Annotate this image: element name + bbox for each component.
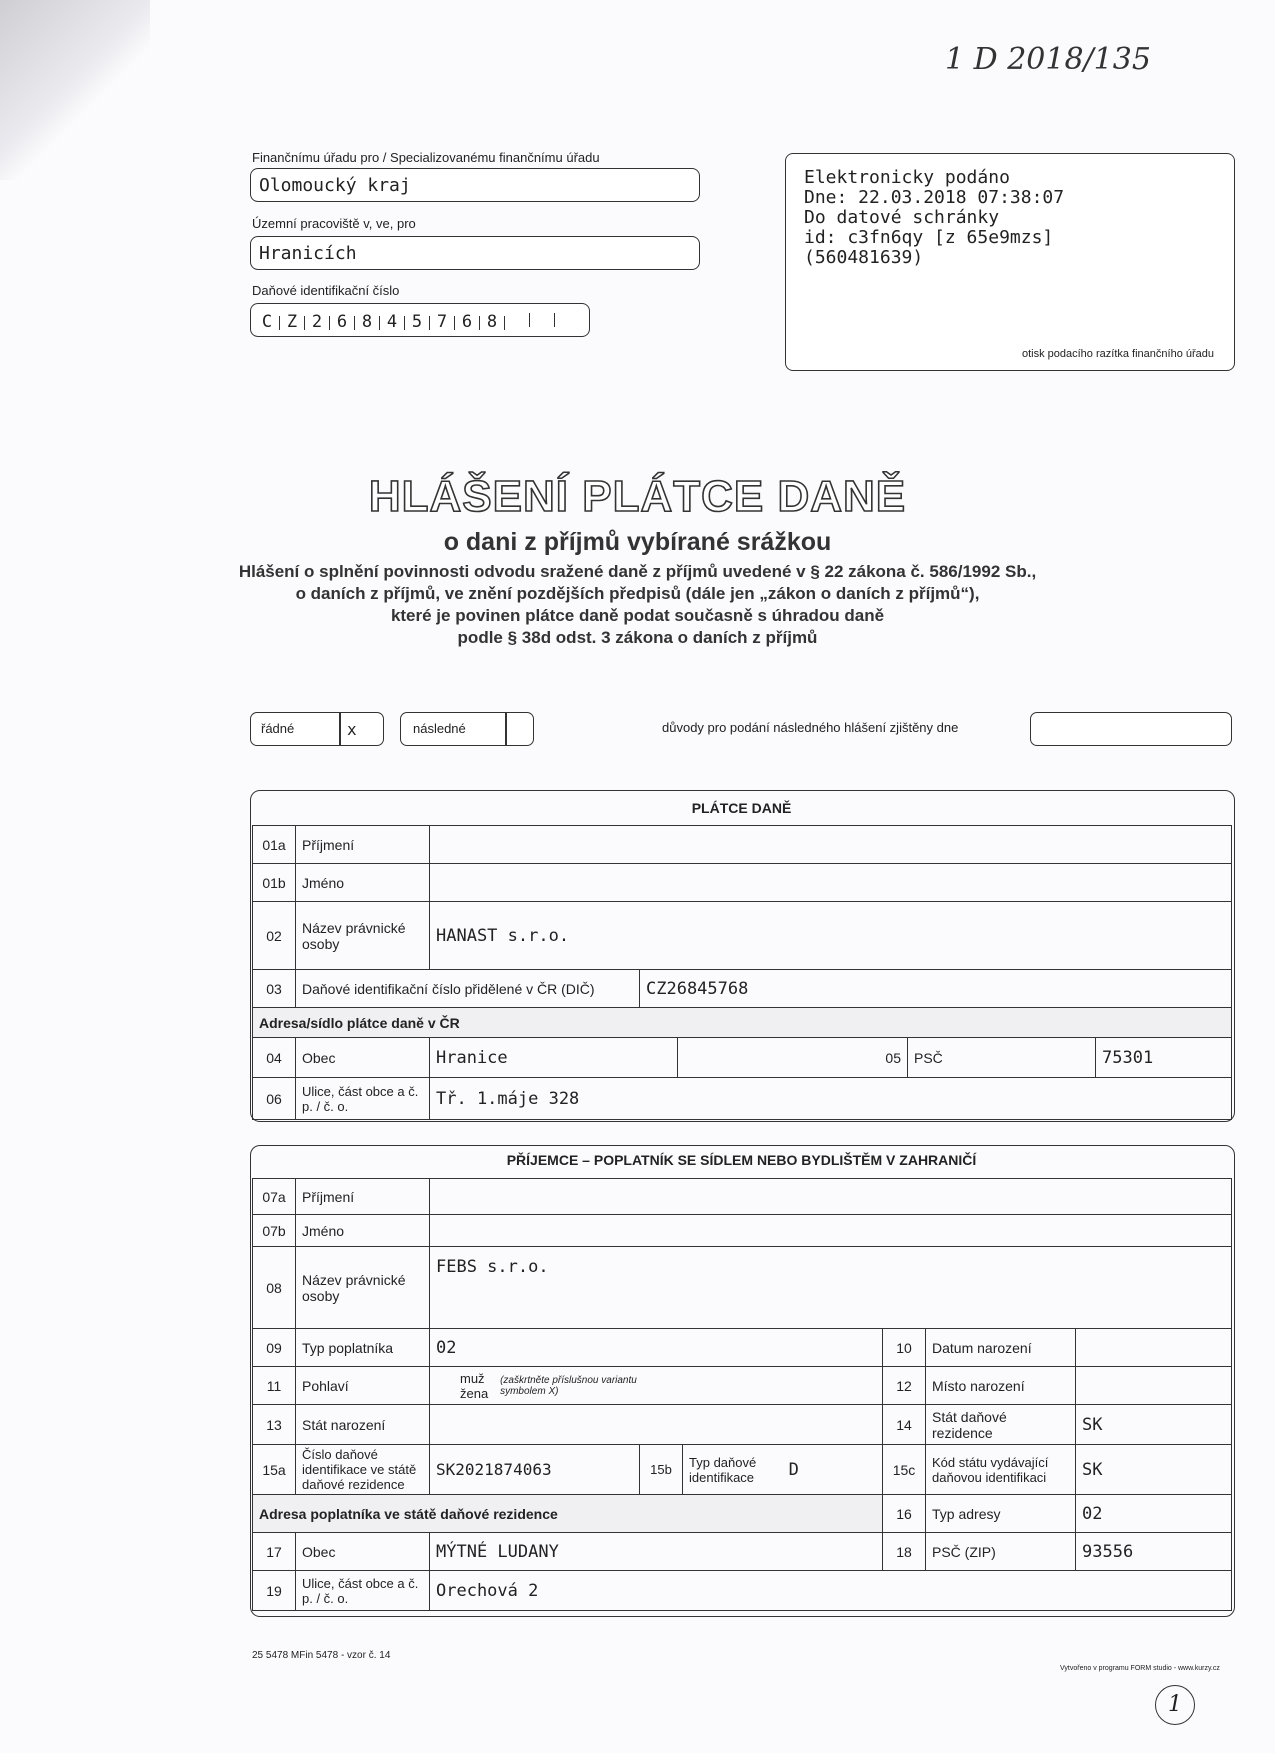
row-num: 07a xyxy=(253,1179,296,1215)
dic-char-cell[interactable]: 6 xyxy=(455,316,480,330)
row-num: 18 xyxy=(883,1533,926,1571)
stamp-line-2: Dne: 22.03.2018 07:38:07 xyxy=(804,187,1065,208)
recipient-table xyxy=(252,1178,1232,1611)
row-label: Typ adresy xyxy=(926,1495,1076,1533)
row-label: Datum narození xyxy=(926,1329,1076,1367)
page-number: 1 xyxy=(1155,1685,1195,1725)
row-num: 08 xyxy=(253,1247,296,1329)
stamp-line-1: Elektronicky podáno xyxy=(804,167,1010,188)
followup-reason-label: důvody pro podání následného hlášení zjištěny dne xyxy=(662,720,959,735)
folded-corner xyxy=(0,0,150,180)
recipient-company-field[interactable]: FEBS s.r.o. xyxy=(430,1247,1232,1329)
row-label: Daňové identifikační číslo přidělené v ČR (DIČ) xyxy=(296,970,640,1008)
row-label: Jméno xyxy=(296,864,430,902)
row-label: Příjmení xyxy=(296,1179,430,1215)
recipient-surname-field[interactable] xyxy=(430,1179,1232,1215)
dic-char-cell[interactable]: 8 xyxy=(355,316,380,330)
row-label: Místo narození xyxy=(926,1367,1076,1405)
recipient-tin-type-cell[interactable] xyxy=(683,1445,883,1495)
row-label: Stát daňové rezidence xyxy=(926,1405,1076,1445)
recipient-birthdate-field[interactable] xyxy=(1076,1329,1232,1367)
row-label: PSČ xyxy=(908,1038,1096,1078)
followup-filing-label: následné xyxy=(413,721,466,736)
row-label: Obec xyxy=(296,1533,430,1571)
recipient-address-header: Adresa poplatníka ve státě daňové rezidence xyxy=(253,1495,883,1533)
dic-char-cell[interactable]: 6 xyxy=(330,316,355,330)
dic-char-cell[interactable]: 8 xyxy=(480,316,505,330)
row-num: 12 xyxy=(883,1367,926,1405)
row-label: Pohlaví xyxy=(296,1367,430,1405)
row-num: 03 xyxy=(253,970,296,1008)
recipient-tin-type-field[interactable]: D xyxy=(788,1459,799,1480)
regular-filing-label: řádné xyxy=(261,721,295,736)
payer-table xyxy=(252,825,1232,1120)
form-desc-3: které je povinen plátce daně podat současně s úhradou daně xyxy=(390,606,885,625)
payer-street-field[interactable]: Tř. 1.máje 328 xyxy=(430,1078,1232,1120)
row-num: 05 xyxy=(678,1038,908,1078)
row-num: 15b xyxy=(640,1445,683,1495)
payer-dic-field[interactable]: CZ26845768 xyxy=(640,970,1232,1008)
regular-filing-checkbox[interactable] xyxy=(250,712,384,746)
branch-label: Územní pracoviště v, ve, pro xyxy=(252,216,416,231)
row-num: 01a xyxy=(253,826,296,864)
gender-male-option[interactable]: muž xyxy=(460,1370,485,1386)
row-num: 14 xyxy=(883,1405,926,1445)
dic-char-cell[interactable]: 4 xyxy=(380,316,405,330)
handwritten-reference: 1 D 2018/135 xyxy=(945,42,1151,77)
dic-char-cell[interactable]: 2 xyxy=(305,316,330,330)
recipient-gender-field[interactable] xyxy=(430,1367,883,1405)
stamp-line-3: Do datové schránky xyxy=(804,207,1000,228)
dic-char-cell[interactable] xyxy=(505,313,530,327)
row-label: Název právnické osoby xyxy=(296,902,430,970)
payer-zip-field[interactable]: 75301 xyxy=(1096,1038,1232,1078)
regular-filing-mark: x xyxy=(347,720,357,739)
dic-char-cell[interactable]: 5 xyxy=(405,316,430,330)
form-desc-4: podle § 38d odst. 3 zákona o daních z příjmů xyxy=(457,628,818,647)
row-num: 09 xyxy=(253,1329,296,1367)
payer-surname-field[interactable] xyxy=(430,826,1232,864)
form-title: HLÁŠENÍ PLÁTCE DANĚ xyxy=(368,472,907,521)
dic-field[interactable] xyxy=(250,303,590,337)
dic-char-cell[interactable]: Z xyxy=(280,316,305,330)
row-num: 13 xyxy=(253,1405,296,1445)
recipient-city-field[interactable]: MÝTNÉ LUDANY xyxy=(430,1533,883,1571)
recipient-zip-field[interactable]: 93556 xyxy=(1076,1533,1232,1571)
row-num: 04 xyxy=(253,1038,296,1078)
dic-label: Daňové identifikační číslo xyxy=(252,283,400,298)
row-num: 15c xyxy=(883,1445,926,1495)
form-code: 25 5478 MFin 5478 - vzor č. 14 xyxy=(252,1650,391,1661)
recipient-type-field[interactable]: 02 xyxy=(430,1329,883,1367)
recipient-residence-country-field[interactable]: SK xyxy=(1076,1405,1232,1445)
recipient-address-type-field[interactable]: 02 xyxy=(1076,1495,1232,1533)
row-label: Číslo daňové identifikace ve státě daňové rezidence xyxy=(296,1445,430,1495)
row-num: 19 xyxy=(253,1571,296,1611)
stamp-line-4: id: c3fn6qy [z 65e9mzs] xyxy=(804,227,1054,248)
row-num: 15a xyxy=(253,1445,296,1495)
branch-field[interactable]: Hranicích xyxy=(250,236,700,270)
row-label: PSČ (ZIP) xyxy=(926,1533,1076,1571)
followup-filing-checkbox[interactable] xyxy=(400,712,534,746)
row-label: Název právnické osoby xyxy=(296,1247,430,1329)
followup-date-field[interactable] xyxy=(1030,712,1232,746)
filing-stamp-box xyxy=(785,153,1235,371)
row-num: 01b xyxy=(253,864,296,902)
row-label: Typ poplatníka xyxy=(296,1329,430,1367)
form-desc-2: o daních z příjmů, ve znění pozdějších předpisů (dále jen „zákon o daních z příjmů“), xyxy=(295,584,980,603)
dic-char-cell[interactable]: C xyxy=(255,316,280,330)
row-label: Stát narození xyxy=(296,1405,430,1445)
dic-char-cell[interactable]: 7 xyxy=(430,316,455,330)
recipient-street-field[interactable]: Orechová 2 xyxy=(430,1571,1232,1611)
office-field[interactable]: Olomoucký kraj xyxy=(250,168,700,202)
gender-hint: (zaškrtněte příslušnou variantu symbolem X) xyxy=(500,1374,637,1397)
recipient-birthplace-field[interactable] xyxy=(1076,1367,1232,1405)
stamp-line-5: (560481639) xyxy=(804,247,924,268)
form-subtitle: o dani z příjmů vybírané srážkou xyxy=(443,528,832,556)
row-num: 07b xyxy=(253,1215,296,1247)
created-by: Vytvořeno v programu FORM studio - www.kurzy.cz xyxy=(1060,1665,1220,1672)
payer-firstname-field[interactable] xyxy=(430,864,1232,902)
row-num: 17 xyxy=(253,1533,296,1571)
row-label: Kód státu vydávající daňovou identifikaci xyxy=(926,1445,1076,1495)
row-num: 06 xyxy=(253,1078,296,1120)
recipient-tin-country-field[interactable]: SK xyxy=(1076,1445,1232,1495)
recipient-tin-field[interactable]: SK2021874063 xyxy=(430,1445,640,1495)
stamp-caption: otisk podacího razítka finančního úřadu xyxy=(1021,348,1214,360)
row-num: 02 xyxy=(253,902,296,970)
recipient-birth-country-field[interactable] xyxy=(430,1405,883,1445)
row-num: 16 xyxy=(883,1495,926,1533)
row-label: Typ daňové identifikace xyxy=(689,1454,757,1485)
payer-company-field[interactable]: HANAST s.r.o. xyxy=(430,902,1232,970)
row-num: 10 xyxy=(883,1329,926,1367)
row-num: 11 xyxy=(253,1367,296,1405)
gender-female-option[interactable]: žena xyxy=(460,1385,489,1401)
dic-char-cell[interactable] xyxy=(530,313,555,327)
row-label: Příjmení xyxy=(296,826,430,864)
payer-city-field[interactable]: Hranice xyxy=(430,1038,678,1078)
form-desc-1: Hlášení o splnění povinnosti odvodu sražené daně z příjmů uvedené v § 22 zákona č. 586/1992 Sb., xyxy=(238,562,1037,581)
payer-address-header: Adresa/sídlo plátce daně v ČR xyxy=(253,1008,1232,1038)
recipient-header: PŘÍJEMCE – POPLATNÍK SE SÍDLEM NEBO BYDLIŠTĚM V ZAHRANIČÍ xyxy=(506,1152,977,1168)
row-label: Jméno xyxy=(296,1215,430,1247)
row-label: Ulice, část obce a č. p. / č. o. xyxy=(296,1571,430,1611)
office-label: Finančnímu úřadu pro / Specializovanému finančnímu úřadu xyxy=(252,150,600,165)
payer-header: PLÁTCE DANĚ xyxy=(691,800,792,816)
row-label: Obec xyxy=(296,1038,430,1078)
row-label: Ulice, část obce a č. p. / č. o. xyxy=(296,1078,430,1120)
recipient-firstname-field[interactable] xyxy=(430,1215,1232,1247)
